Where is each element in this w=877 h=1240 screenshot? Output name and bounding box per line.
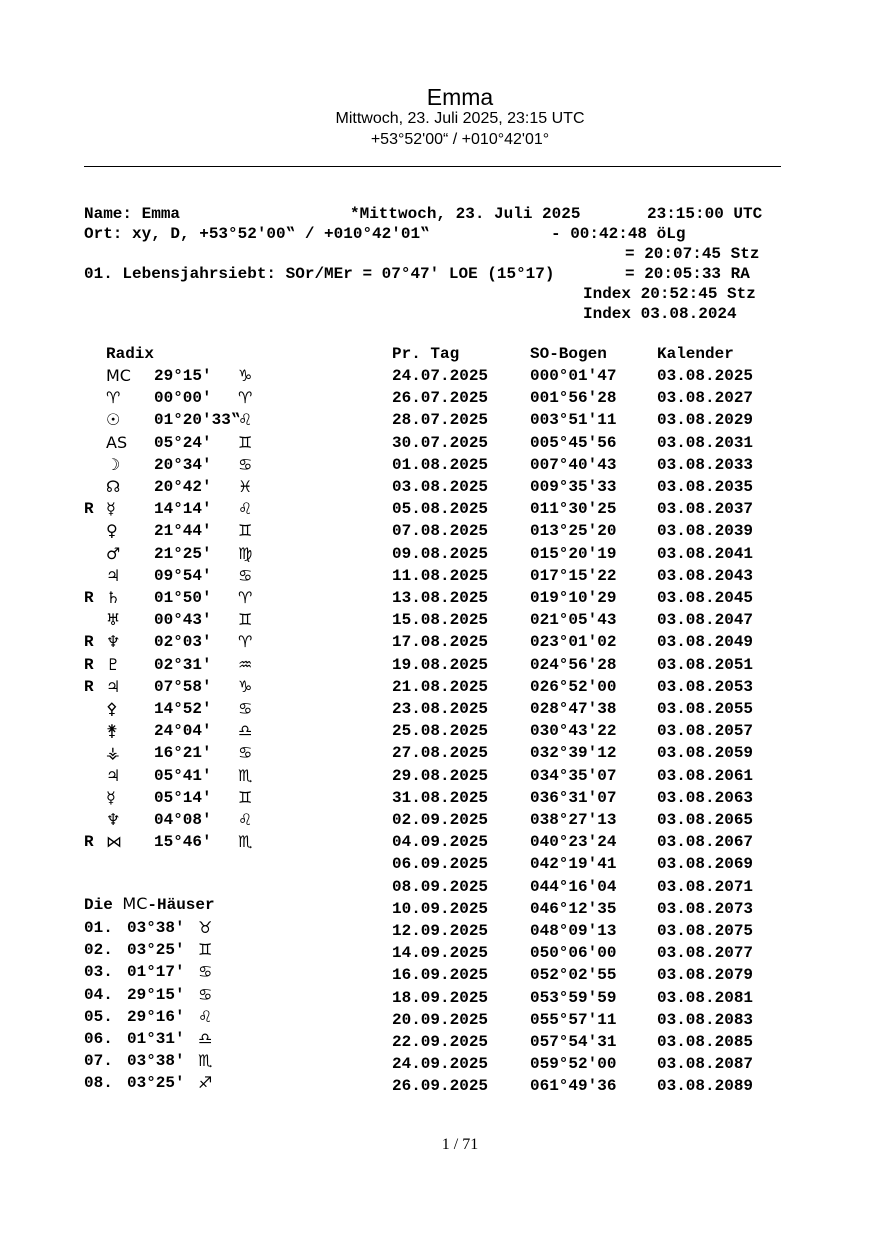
radix-sign-icon: ♈ — [238, 388, 253, 408]
table-bogen: 023°01'02 — [530, 633, 617, 652]
tag-header: Pr. Tag — [392, 345, 460, 363]
table-bogen: 055°57'11 — [530, 1010, 617, 1029]
house-position: 01°31' — [127, 1030, 185, 1048]
table-bogen: 042°19'41 — [530, 855, 617, 874]
house-number: 08. — [84, 1074, 113, 1093]
table-bogen: 046°12'35 — [530, 899, 617, 918]
radix-sign-icon: ♋ — [238, 454, 253, 474]
radix-sign-icon: ♈ — [238, 632, 253, 652]
kalender-header: Kalender — [657, 345, 734, 363]
house-position: 29°16' — [127, 1007, 185, 1026]
radix-sign-icon: ♊ — [238, 432, 253, 452]
radix-sign-icon: ♌ — [238, 810, 253, 829]
radix-header: Radix — [106, 345, 155, 363]
radix-position: 20°42' — [154, 478, 212, 496]
radix-planet-icon: ♂ — [106, 543, 121, 563]
radix-planet-icon: ⚶ — [106, 743, 120, 763]
house-number: 07. — [84, 1052, 113, 1071]
table-bogen: 005°45'56 — [530, 433, 617, 452]
table-tag: 02.09.2025 — [392, 811, 489, 829]
table-bogen: 024°56'28 — [530, 655, 617, 674]
house-position: 03°25' — [127, 941, 185, 960]
radix-planet-icon: ♆ — [106, 810, 121, 829]
table-kalender: 03.08.2037 — [657, 500, 754, 519]
table-bogen: 019°10'29 — [530, 589, 617, 607]
table-kalender: 03.08.2057 — [657, 722, 754, 741]
radix-sign-icon: ♊ — [238, 787, 253, 807]
radix-planet-icon: ⚵ — [106, 721, 118, 741]
table-tag: 28.07.2025 — [392, 411, 489, 430]
table-tag: 24.09.2025 — [392, 1055, 489, 1074]
table-bogen: 032°39'12 — [530, 744, 617, 763]
radix-position: 07°58' — [154, 677, 212, 696]
table-tag: 17.08.2025 — [392, 633, 489, 652]
radix-sign-icon: ♋ — [238, 699, 253, 718]
radix-planet-icon: ♇ — [106, 654, 121, 674]
table-bogen: 015°20'19 — [530, 544, 617, 563]
table-bogen: 038°27'13 — [530, 811, 617, 829]
table-kalender: 03.08.2049 — [657, 633, 754, 652]
table-kalender: 03.08.2039 — [657, 522, 754, 541]
table-tag: 18.09.2025 — [392, 988, 489, 1007]
info-stz: = 20:07:45 Stz — [625, 245, 760, 263]
house-sign-icon: ♉ — [198, 918, 213, 937]
radix-sign-icon: ♈ — [238, 588, 253, 607]
radix-planet-icon: MC — [106, 366, 131, 385]
table-kalender: 03.08.2085 — [657, 1033, 754, 1051]
house-sign-icon: ♐ — [198, 1073, 213, 1093]
radix-position: 09°54' — [154, 566, 212, 585]
table-bogen: 030°43'22 — [530, 722, 617, 741]
table-kalender: 03.08.2079 — [657, 966, 754, 985]
table-tag: 16.09.2025 — [392, 966, 489, 985]
table-bogen: 040°23'24 — [530, 833, 617, 852]
table-tag: 21.08.2025 — [392, 677, 489, 696]
table-tag: 27.08.2025 — [392, 744, 489, 763]
info-longitude: - 00:42:48 öLg — [551, 225, 686, 243]
table-bogen: 034°35'07 — [530, 766, 617, 785]
table-kalender: 03.08.2081 — [657, 988, 754, 1007]
table-kalender: 03.08.2031 — [657, 433, 754, 452]
info-date: *Mittwoch, 23. Juli 2025 — [350, 205, 581, 223]
radix-planet-icon: ☿ — [106, 787, 116, 807]
coords-line: +53°52'00“ / +010°42'01° — [370, 131, 550, 148]
table-tag: 06.09.2025 — [392, 855, 489, 874]
table-tag: 30.07.2025 — [392, 433, 489, 452]
table-bogen: 017°15'22 — [530, 566, 617, 585]
house-number: 01. — [84, 919, 113, 937]
table-kalender: 03.08.2073 — [657, 899, 754, 918]
table-bogen: 011°30'25 — [530, 500, 617, 519]
table-tag: 01.08.2025 — [392, 455, 489, 474]
info-name: Name: Emma — [84, 205, 181, 223]
table-kalender: 03.08.2041 — [657, 544, 754, 563]
radix-planet-icon: AS — [106, 432, 128, 452]
table-tag: 20.09.2025 — [392, 1010, 489, 1029]
radix-position: 21°25' — [154, 544, 212, 563]
radix-position: 02°31' — [154, 655, 212, 674]
radix-sign-icon: ♋ — [238, 743, 253, 763]
table-tag: 03.08.2025 — [392, 478, 489, 496]
table-bogen: 007°40'43 — [530, 455, 617, 474]
info-lebensjahrsiebt: 01. Lebensjahrsiebt: SOr/MEr = 07°47' LOE (15°17) — [84, 265, 555, 283]
table-kalender: 03.08.2051 — [657, 655, 754, 674]
table-tag: 10.09.2025 — [392, 899, 489, 918]
radix-planet-icon: ☊ — [106, 477, 121, 496]
table-kalender: 03.08.2053 — [657, 677, 754, 696]
house-sign-icon: ♏ — [198, 1051, 213, 1071]
house-number: 04. — [84, 985, 113, 1004]
table-tag: 25.08.2025 — [392, 722, 489, 741]
radix-position: 21°44' — [154, 522, 212, 541]
house-sign-icon: ♌ — [198, 1006, 213, 1026]
house-number: 03. — [84, 963, 113, 982]
table-bogen: 003°51'11 — [530, 411, 617, 430]
table-tag: 15.08.2025 — [392, 611, 489, 630]
radix-planet-icon: ♄ — [106, 588, 121, 607]
table-kalender: 03.08.2047 — [657, 611, 754, 630]
house-sign-icon: ♊ — [198, 940, 213, 960]
table-kalender: 03.08.2027 — [657, 389, 754, 408]
table-kalender: 03.08.2077 — [657, 944, 754, 963]
radix-position: 29°15' — [154, 367, 212, 385]
table-kalender: 03.08.2045 — [657, 589, 754, 607]
table-kalender: 03.08.2025 — [657, 367, 754, 385]
table-bogen: 048°09'13 — [530, 922, 617, 940]
info-index-stz: Index 20:52:45 Stz — [583, 285, 756, 303]
radix-sign-icon: ♒ — [238, 654, 253, 674]
table-kalender: 03.08.2055 — [657, 700, 754, 718]
radix-sign-icon: ♏ — [238, 832, 253, 852]
info-utc: 23:15:00 UTC — [647, 205, 763, 223]
radix-position: 01°20'33‟ — [154, 411, 241, 430]
table-tag: 12.09.2025 — [392, 922, 489, 940]
radix-retro-flag: R — [84, 589, 94, 607]
radix-planet-icon: ♆ — [106, 632, 121, 652]
table-bogen: 061°49'36 — [530, 1077, 617, 1096]
radix-position: 01°50' — [154, 589, 212, 607]
table-bogen: 013°25'20 — [530, 522, 617, 541]
table-tag: 13.08.2025 — [392, 589, 489, 607]
radix-retro-flag: R — [84, 677, 94, 696]
radix-position: 05°41' — [154, 766, 212, 785]
table-tag: 07.08.2025 — [392, 522, 489, 541]
house-number: 06. — [84, 1030, 113, 1048]
date-line: Mittwoch, 23. Juli 2025, 23:15 UTC — [335, 110, 585, 127]
table-tag: 19.08.2025 — [392, 655, 489, 674]
radix-retro-flag: R — [84, 500, 94, 519]
table-kalender: 03.08.2059 — [657, 744, 754, 763]
table-bogen: 052°02'55 — [530, 966, 617, 985]
radix-sign-icon: ♏ — [238, 765, 253, 785]
radix-planet-icon: ⋈ — [106, 832, 122, 852]
radix-retro-flag: R — [84, 833, 94, 852]
radix-position: 24°04' — [154, 722, 212, 741]
house-sign-icon: ♋ — [198, 962, 213, 982]
radix-sign-icon: ♌ — [238, 410, 253, 430]
radix-position: 00°43' — [154, 611, 212, 630]
table-kalender: 03.08.2075 — [657, 922, 754, 940]
radix-sign-icon: ♓ — [238, 477, 253, 496]
table-kalender: 03.08.2069 — [657, 855, 754, 874]
table-bogen: 050°06'00 — [530, 944, 617, 963]
radix-sign-icon: ♌ — [238, 499, 253, 519]
radix-planet-icon: ☽ — [106, 454, 121, 474]
house-sign-icon: ♋ — [198, 984, 213, 1004]
radix-position: 00°00' — [154, 389, 212, 408]
radix-planet-icon: ♃ — [106, 565, 121, 585]
info-ort: Ort: xy, D, +53°52'00‟ / +010°42'01‟ — [84, 225, 430, 243]
table-kalender: 03.08.2087 — [657, 1055, 754, 1074]
table-bogen: 053°59'59 — [530, 988, 617, 1007]
info-index-date: Index 03.08.2024 — [583, 305, 737, 323]
table-bogen: 028°47'38 — [530, 700, 617, 718]
table-kalender: 03.08.2063 — [657, 788, 754, 807]
radix-retro-flag: R — [84, 655, 94, 674]
table-tag: 24.07.2025 — [392, 367, 489, 385]
table-tag: 14.09.2025 — [392, 944, 489, 963]
table-kalender: 03.08.2043 — [657, 566, 754, 585]
table-bogen: 044°16'04 — [530, 877, 617, 896]
radix-position: 15°46' — [154, 833, 212, 852]
radix-planet-icon: ♈ — [106, 388, 121, 408]
radix-sign-icon: ♑ — [238, 676, 253, 696]
house-number: 02. — [84, 941, 113, 960]
house-position: 03°38' — [127, 919, 185, 937]
table-tag: 29.08.2025 — [392, 766, 489, 785]
table-bogen: 059°52'00 — [530, 1055, 617, 1074]
table-tag: 11.08.2025 — [392, 566, 489, 585]
table-tag: 26.09.2025 — [392, 1077, 489, 1096]
house-number: 05. — [84, 1007, 113, 1026]
radix-position: 04°08' — [154, 811, 212, 829]
radix-position: 05°14' — [154, 788, 212, 807]
radix-planet-icon: ♃ — [106, 765, 121, 785]
page-number: 1 / 71 — [441, 1136, 479, 1153]
house-sign-icon: ♎ — [198, 1029, 213, 1048]
radix-planet-icon: ☉ — [106, 410, 121, 430]
info-ra: = 20:05:33 RA — [625, 265, 750, 283]
table-tag: 22.09.2025 — [392, 1033, 489, 1051]
house-position: 29°15' — [127, 985, 185, 1004]
radix-position: 05°24' — [154, 433, 212, 452]
bogen-header: SO-Bogen — [530, 345, 607, 363]
table-tag: 23.08.2025 — [392, 700, 489, 718]
radix-sign-icon: ♑ — [238, 366, 253, 385]
house-position: 03°25' — [127, 1074, 185, 1093]
radix-planet-icon: ☿ — [106, 499, 116, 519]
radix-planet-icon: ♅ — [106, 610, 121, 630]
radix-retro-flag: R — [84, 633, 94, 652]
table-kalender: 03.08.2067 — [657, 833, 754, 852]
house-position: 01°17' — [127, 963, 185, 982]
table-bogen: 026°52'00 — [530, 677, 617, 696]
table-kalender: 03.08.2033 — [657, 455, 754, 474]
radix-sign-icon: ♊ — [238, 521, 253, 541]
table-kalender: 03.08.2065 — [657, 811, 754, 829]
radix-position: 02°03' — [154, 633, 212, 652]
radix-planet-icon: ♃ — [106, 676, 121, 696]
radix-position: 14°14' — [154, 500, 212, 519]
table-kalender: 03.08.2089 — [657, 1077, 754, 1096]
table-kalender: 03.08.2061 — [657, 766, 754, 785]
table-kalender: 03.08.2029 — [657, 411, 754, 430]
radix-position: 20°34' — [154, 455, 212, 474]
page-title: Emma — [426, 84, 494, 110]
table-tag: 31.08.2025 — [392, 788, 489, 807]
radix-sign-icon: ♋ — [238, 565, 253, 585]
radix-planet-icon: ⚴ — [106, 699, 118, 718]
table-bogen: 057°54'31 — [530, 1033, 617, 1051]
table-bogen: 009°35'33 — [530, 478, 617, 496]
table-tag: 08.09.2025 — [392, 877, 489, 896]
house-position: 03°38' — [127, 1052, 185, 1071]
radix-sign-icon: ♊ — [238, 610, 253, 630]
radix-planet-icon: ♀ — [106, 521, 118, 541]
table-tag: 26.07.2025 — [392, 389, 489, 408]
table-tag: 05.08.2025 — [392, 500, 489, 519]
table-kalender: 03.08.2071 — [657, 877, 754, 896]
table-bogen: 001°56'28 — [530, 389, 617, 408]
table-tag: 04.09.2025 — [392, 833, 489, 852]
radix-sign-icon: ♎ — [238, 721, 253, 741]
table-bogen: 036°31'07 — [530, 788, 617, 807]
radix-position: 16°21' — [154, 744, 212, 763]
table-tag: 09.08.2025 — [392, 544, 489, 563]
radix-sign-icon: ♍ — [238, 543, 253, 563]
table-bogen: 021°05'43 — [530, 611, 617, 630]
radix-position: 14°52' — [154, 700, 212, 718]
table-kalender: 03.08.2035 — [657, 478, 754, 496]
table-kalender: 03.08.2083 — [657, 1010, 754, 1029]
table-bogen: 000°01'47 — [530, 367, 617, 385]
houses-title: Die MC-Häuser — [84, 894, 215, 914]
